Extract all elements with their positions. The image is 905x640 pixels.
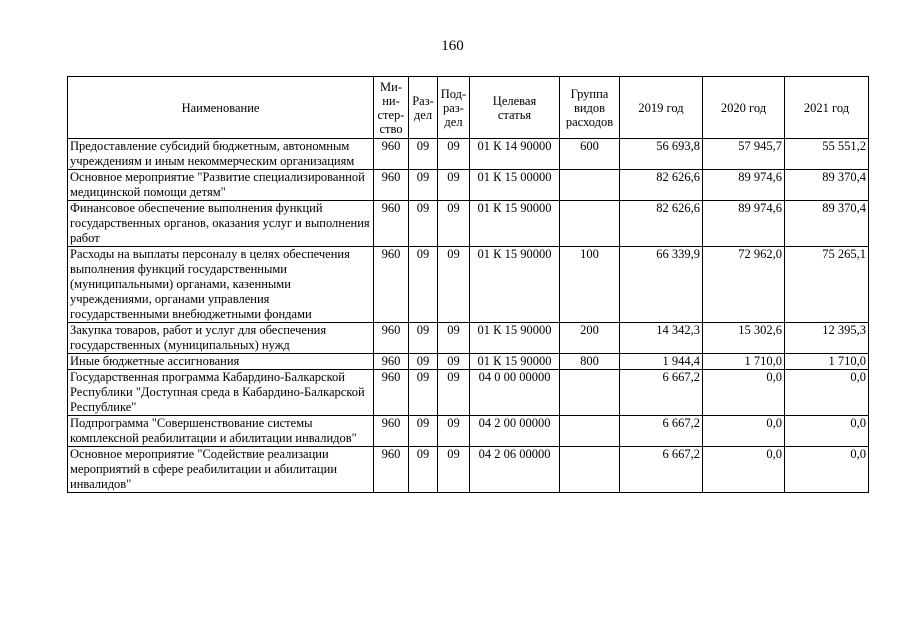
cell-sec: 09 (409, 323, 438, 354)
cell-min: 960 (374, 201, 409, 247)
cell-y2019: 66 339,9 (620, 247, 703, 323)
cell-group: 200 (560, 323, 620, 354)
table-row (68, 370, 869, 416)
cell-y2019: 14 342,3 (620, 323, 703, 354)
cell-sub: 09 (438, 201, 470, 247)
cell-min: 960 (374, 370, 409, 416)
budget-table (67, 76, 869, 493)
cell-name: Основное мероприятие "Содействие реализации мероприятий в сфере реабилитации и абилитации инвалидов" (68, 447, 374, 493)
cell-y2021: 75 265,1 (785, 247, 869, 323)
cell-target: 01 К 15 90000 (470, 354, 560, 370)
header-subsection-text: Под- раз- дел (440, 86, 467, 129)
cell-target: 01 К 15 90000 (470, 201, 560, 247)
cell-sec: 09 (409, 416, 438, 447)
cell-sub: 09 (438, 416, 470, 447)
cell-y2019: 1 944,4 (620, 354, 703, 370)
cell-y2020: 0,0 (703, 447, 785, 493)
cell-name: Предоставление субсидий бюджетным, автономным учреждениям и иным некоммерческим организациям (68, 139, 374, 170)
cell-group: 600 (560, 139, 620, 170)
cell-sub: 09 (438, 170, 470, 201)
cell-y2020: 57 945,7 (703, 139, 785, 170)
cell-target: 04 2 00 00000 (470, 416, 560, 447)
cell-target: 04 0 00 00000 (470, 370, 560, 416)
cell-y2020: 89 974,6 (703, 201, 785, 247)
cell-name: Финансовое обеспечение выполнения функций государственных органов, оказания услуг и выполнения работ (68, 201, 374, 247)
cell-y2019: 6 667,2 (620, 416, 703, 447)
cell-y2019: 6 667,2 (620, 447, 703, 493)
cell-name: Иные бюджетные ассигнования (68, 354, 374, 370)
cell-y2020: 72 962,0 (703, 247, 785, 323)
cell-y2019: 82 626,6 (620, 170, 703, 201)
table-row (68, 201, 869, 247)
cell-y2021: 0,0 (785, 416, 869, 447)
cell-min: 960 (374, 323, 409, 354)
cell-sec: 09 (409, 447, 438, 493)
header-group (560, 77, 620, 139)
cell-sec: 09 (409, 247, 438, 323)
header-target (470, 77, 560, 139)
cell-target: 01 К 15 00000 (470, 170, 560, 201)
cell-y2019: 6 667,2 (620, 370, 703, 416)
cell-sub: 09 (438, 139, 470, 170)
cell-y2020: 1 710,0 (703, 354, 785, 370)
cell-min: 960 (374, 247, 409, 323)
header-2019: 2019 год (620, 77, 703, 139)
cell-sec: 09 (409, 370, 438, 416)
cell-name: Расходы на выплаты персоналу в целях обеспечения выполнения функций государственными (муниципальными) органами, казенными учреждениями, органами управления государственными внебюджетными фондами (68, 247, 374, 323)
cell-target: 01 К 15 90000 (470, 323, 560, 354)
cell-y2021: 55 551,2 (785, 139, 869, 170)
table-row (68, 447, 869, 493)
cell-sec: 09 (409, 139, 438, 170)
cell-y2021: 89 370,4 (785, 170, 869, 201)
cell-y2021: 1 710,0 (785, 354, 869, 370)
header-2020: 2020 год (703, 77, 785, 139)
header-section (409, 77, 438, 139)
cell-min: 960 (374, 354, 409, 370)
header-ministry-text: Ми- ни- стер- ство (377, 79, 405, 136)
cell-y2019: 56 693,8 (620, 139, 703, 170)
cell-y2021: 0,0 (785, 447, 869, 493)
cell-name: Закупка товаров, работ и услуг для обеспечения государственных (муниципальных) нужд (68, 323, 374, 354)
header-subsection (438, 77, 470, 139)
cell-name: Государственная программа Кабардино-Балкарской Республики "Доступная среда в Кабардино-Балкарской Республике" (68, 370, 374, 416)
table-row (68, 170, 869, 201)
page-number: 160 (441, 38, 464, 54)
cell-group: 800 (560, 354, 620, 370)
cell-target: 01 К 14 90000 (470, 139, 560, 170)
table-row (68, 323, 869, 354)
header-ministry (374, 77, 409, 139)
cell-name: Основное мероприятие "Развитие специализированной медицинской помощи детям" (68, 170, 374, 201)
cell-y2021: 0,0 (785, 370, 869, 416)
cell-sub: 09 (438, 354, 470, 370)
cell-name: Подпрограмма "Совершенствование системы комплексной реабилитации и абилитации инвалидов" (68, 416, 374, 447)
table-header-row (68, 77, 869, 139)
cell-y2019: 82 626,6 (620, 201, 703, 247)
cell-y2021: 89 370,4 (785, 201, 869, 247)
table-row (68, 416, 869, 447)
cell-group (560, 170, 620, 201)
cell-sub: 09 (438, 447, 470, 493)
cell-min: 960 (374, 416, 409, 447)
cell-group (560, 447, 620, 493)
cell-y2020: 89 974,6 (703, 170, 785, 201)
cell-target: 01 К 15 90000 (470, 247, 560, 323)
cell-min: 960 (374, 139, 409, 170)
header-2021: 2021 год (785, 77, 869, 139)
cell-target: 04 2 06 00000 (470, 447, 560, 493)
cell-group (560, 416, 620, 447)
cell-group: 100 (560, 247, 620, 323)
cell-sec: 09 (409, 201, 438, 247)
cell-sub: 09 (438, 323, 470, 354)
cell-sub: 09 (438, 247, 470, 323)
cell-sec: 09 (409, 170, 438, 201)
cell-min: 960 (374, 447, 409, 493)
header-group-text: Группа видов расходов (565, 86, 614, 129)
cell-y2020: 0,0 (703, 370, 785, 416)
cell-sec: 09 (409, 354, 438, 370)
cell-y2021: 12 395,3 (785, 323, 869, 354)
header-section-text: Раз- дел (412, 93, 434, 122)
cell-y2020: 15 302,6 (703, 323, 785, 354)
cell-min: 960 (374, 170, 409, 201)
cell-y2020: 0,0 (703, 416, 785, 447)
header-name: Наименование (68, 77, 374, 139)
header-target-text: Целевая статья (492, 93, 537, 122)
cell-group (560, 370, 620, 416)
cell-group (560, 201, 620, 247)
table-row (68, 139, 869, 170)
cell-sub: 09 (438, 370, 470, 416)
table-row (68, 354, 869, 370)
table-row (68, 247, 869, 323)
